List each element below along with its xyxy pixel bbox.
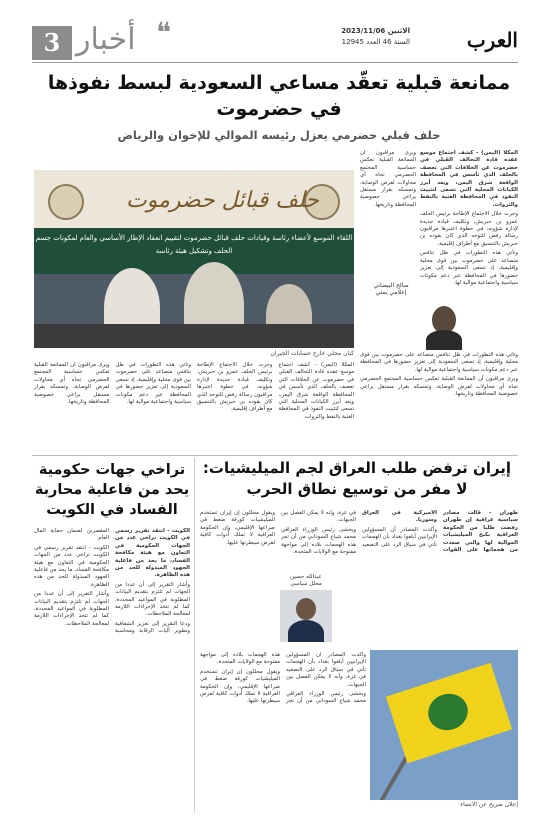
masthead-rule xyxy=(32,62,518,63)
lead-paragraph-1: المكلا (اليمن) - كشف اجتماع موسع عقده قادة التحالف القبلي في حضرموت عن الخلافات التي تعصف بالحلف الذي تأسس في المحافظة الواقعة شرق اليمن، ويعد أبرز الكيانات المحلية التي تسعى لتثبيت النفوذ في المحافظة الغنية بالنفط والثروات. xyxy=(420,150,518,208)
quote-mark-icon: ❝ xyxy=(156,16,172,49)
kuwait-paragraph-5: وأشار التقرير إلى أن عددا من الجهات لم تلتزم بتقديم البيانات المطلوبة في المواعيد المحددة، كما لم تتخذ الإجراءات اللازمة لمعالجة الملاحظات. xyxy=(34,591,109,627)
page-number: 3 xyxy=(32,26,72,60)
writer-role: إعلامي يمني xyxy=(375,289,407,296)
lead-paragraph-6: ويرى مراقبون أن الممانعة القبلية تعكس حساسية المجتمع الحضرمي تجاه أي محاولات لفرض الوصاية، وتمسكه بقرار مستقل يراعي خصوصية المحافظة وتاريخها. xyxy=(360,376,518,398)
section-divider xyxy=(32,455,518,456)
writer-name: صالح البيضاني xyxy=(373,282,409,289)
analyst-photo xyxy=(280,590,332,642)
kuwait-paragraph-2: وأشار التقرير إلى أن عددا من الجهات لم تلتزم بتقديم البيانات المطلوبة في المواعيد المحددة، كما لم تتخذ الإجراءات اللازمة لمعالجة الملاحظات. xyxy=(115,581,190,618)
mini-caption-role: محلل سياسي xyxy=(290,581,322,587)
lead-column-4 xyxy=(34,362,354,452)
column-divider xyxy=(194,458,195,813)
iran-columns-lower xyxy=(200,652,366,802)
lead-photo-caption: كيان محلي خارج حسابات الجيران xyxy=(270,350,354,357)
emblem-left-icon xyxy=(48,184,84,220)
iran-columns xyxy=(200,510,518,648)
lead-paragraph-8: وجرت خلال الاجتماع الإطاحة برئيس الحلف عمرو بن حبريش، وتكليف قيادة جديدة لإدارة شؤونه، في خطوة اعتبرها مراقبون رسالة رفض للتوجه الذي كان يقوده بن حبريش بالتنسيق مع أطراف إقليمية. xyxy=(197,362,273,413)
photo-banner xyxy=(34,170,354,274)
masthead xyxy=(0,0,550,62)
lead-column-2 xyxy=(360,150,416,280)
kuwait-paragraph-4: الكويت - انتقد تقرير رسمي في الكويت تراخي عدد من الجهات الحكومية في التعاون مع هيئة مكافحة الفساد، ما يحد من فاعلية الجهود المبذولة للحد من هذه الظاهرة. xyxy=(34,544,109,588)
kuwait-paragraph-1: الكويت - انتقد تقرير رسمي في الكويت تراخي عدد من الجهات الحكومية في التعاون مع هيئة مكافحة الفساد، ما يحد من فاعلية الجهود المبذولة للحد من هذه الظاهرة. xyxy=(115,528,190,579)
lead-paragraph-2: وجرت خلال الاجتماع الإطاحة برئيس الحلف عمرو بن حبريش، وتكليف قيادة جديدة لإدارة شؤونه، في خطوة اعتبرها مراقبون رسالة رفض للتوجه الذي كان يقوده بن حبريش بالتنسيق مع أطراف إقليمية. xyxy=(420,211,518,247)
lead-paragraph-3: وتأتي هذه التطورات في ظل تنافس متصاعد على حضرموت بين قوى محلية وإقليمية، إذ تسعى السعودية إلى تعزيز حضورها في المحافظة عبر دعم مكونات سياسية واجتماعية موالية لها. xyxy=(420,250,518,286)
iran-paragraph-6: ويخشى رئيس الوزراء العراقي محمد شياع السوداني من أن تجر هذه الهجمات بلاده إلى مواجهة مفتوحة مع الولايات المتحدة. xyxy=(200,652,366,705)
lead-headline: ممانعة قبلية تعقّد مساعي السعودية لبسط نفوذها في حضرموت xyxy=(47,72,511,120)
issue-meta xyxy=(341,26,410,48)
issue-date: الاثنين 2023/11/06 xyxy=(341,27,410,35)
kuwait-columns xyxy=(34,528,190,808)
lead-paragraph-10: ويرى مراقبون أن الممانعة القبلية تعكس حساسية المجتمع الحضرمي تجاه أي محاولات لفرض الوصاية، وتمسكه بقرار مستقل يراعي خصوصية المحافظة وتاريخها. xyxy=(34,362,110,406)
writer-label xyxy=(360,282,422,296)
photo-table xyxy=(34,324,354,348)
banner-text: اللقاء الموسع لأعضاء رئاسة وقيادات حلف قبائل حضرموت لتقييم انعقاد الإطار الأساسي والعام لمكونات جسم الحلف وتشكيل هيئة رئاسة xyxy=(34,228,354,274)
lead-paragraph-9: وتأتي هذه التطورات في ظل تنافس متصاعد على حضرموت بين قوى محلية وإقليمية، إذ تسعى السعودية إلى تعزيز حضورها في المحافظة عبر دعم مكونات سياسية واجتماعية موالية لها. xyxy=(115,362,191,406)
iran-paragraph-7: ويقول محللون إن إيران تستخدم الميليشيات كورقة ضغط في صراعها الإقليمي، وإن الحكومة العراقية لا تملك أدوات كافية لفرض سيطرتها عليها. xyxy=(200,668,280,705)
iran-paragraph-1: طهران - قالت مصادر سياسية عراقية إن طهران رفضت طلبا من الحكومة العراقية بكبح الميليشيات الموالية لها والتي صعدت من هجماتها على القوات الأميركية في العراق وسوريا. xyxy=(362,510,518,554)
flag-photo-caption: إعلان صريح عن الانتماء xyxy=(460,801,518,808)
lead-paragraph-7: المكلا (اليمن) - كشف اجتماع موسع عقده قادة التحالف القبلي في حضرموت عن الخلافات التي تعصف بالحلف الذي تأسس في المحافظة الواقعة شرق اليمن، ويعد أبرز الكيانات المحلية التي تسعى لتثبيت النفوذ في المحافظة الغنية بالنفط والثروات. xyxy=(278,362,354,420)
mini-photo-caption xyxy=(276,574,336,588)
iran-paragraph-4: ويقول محللون إن إيران تستخدم الميليشيات كورقة ضغط في صراعها الإقليمي، وإن الحكومة العراقية لا تملك أدوات كافية لفرض سيطرتها عليها. xyxy=(200,510,275,546)
flag-photo xyxy=(370,650,518,800)
lead-paragraph-4: ويرى مراقبون أن الممانعة القبلية تعكس حساسية المجتمع الحضرمي تجاه أي محاولات لفرض الوصاية، وتمسكه بقرار مستقل يراعي خصوصية المحافظة وتاريخها. xyxy=(360,150,416,208)
analyst-head xyxy=(296,598,316,620)
kuwait-paragraph-3: ودعا التقرير إلى تعزيز الشفافية وتطوير آليات الرقابة ومحاسبة المقصرين لضمان حماية المال العام. xyxy=(34,528,190,635)
mini-caption-name: عبدالله حسين xyxy=(290,574,322,580)
lead-photo xyxy=(34,170,354,348)
iran-paragraph-3: ويخشى رئيس الوزراء العراقي محمد شياع السوداني من أن تجر هذه الهجمات بلاده إلى مواجهة مفتوحة مع الولايات المتحدة. xyxy=(281,526,356,556)
lead-paragraph-5: وتأتي هذه التطورات في ظل تنافس متصاعد على حضرموت بين قوى محلية وإقليمية، إذ تسعى السعودية إلى تعزيز حضورها في المحافظة عبر دعم مكونات سياسية واجتماعية موالية لها. xyxy=(360,352,518,373)
iran-paragraph-5: وأكدت المصادر أن المسؤولين الإيرانيين أبلغوا بغداد بأن الهجمات تأتي في سياق الرد على التصعيد في غزة، وأنه لا يمكن الفصل بين الجبهات. xyxy=(286,652,366,688)
analyst-body xyxy=(288,620,324,642)
iran-paragraph-2: وأكدت المصادر أن المسؤولين الإيرانيين أبلغوا بغداد بأن الهجمات تأتي في سياق الرد على التصعيد في غزة، وأنه لا يمكن الفصل بين الجبهات. xyxy=(281,510,437,548)
iran-headline: إيران ترفض طلب العراق لجم الميليشيات: لا مفر من توسيع نطاق الحرب xyxy=(202,459,512,498)
issue-number: السنة 46 العدد 12945 xyxy=(341,38,410,46)
section-title: أخبار xyxy=(76,22,136,57)
lead-subhead: حلف قبلي حضرمي يعزل رئيسه الموالي للإخوان والرياض xyxy=(117,128,441,142)
lead-column-3 xyxy=(360,352,518,452)
newspaper-logo: العرب xyxy=(466,28,518,52)
kuwait-headline: تراخي جهات حكومية يحد من فاعلية محاربة الفساد في الكويت xyxy=(34,462,190,518)
banner-title: حلف قبائل حضرموت xyxy=(126,188,319,213)
